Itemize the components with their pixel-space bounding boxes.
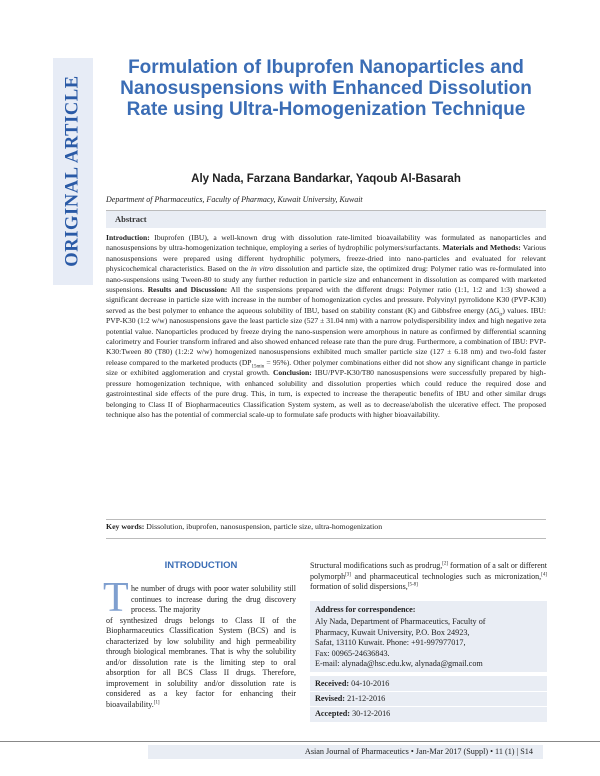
author-list: Aly Nada, Farzana Bandarkar, Yaqoub Al-Basarah <box>191 173 461 185</box>
abstract-text: ) values. IBU: PVP-K30 (1:2 w/w) nanosuspensions gave the least particle size (527 ± 31.04 nm) with a narrow polydispersibility index and high negative zeta potential value. Nanoparticles produced by freeze drying the nano-suspension were amorphous in nature as confirmed by differential scanning calorimetry and Fourier transform infrared and also showed enhanced release rate than the pure drug. Furthermore, a combination of IBU: PVP-K30:Tween 80 (T80) (1:2:2 w/w) homogenized nanosuspensions exhibited much smaller particle size (127 ± 6.18 nm) and two-fold faster release compared to the marketed products (DP <box>106 305 546 367</box>
date-divider <box>310 691 547 692</box>
date-divider <box>310 706 547 707</box>
abstract-body <box>106 233 546 420</box>
right-column-text <box>310 561 547 593</box>
abstract-methods-label: Materials and Methods: <box>442 243 521 253</box>
correspondence-line: Aly Nada, Department of Pharmaceutics, Faculty of <box>315 617 486 626</box>
citation-ref: [2] <box>442 561 449 567</box>
abstract-text: All the suspensions prepared with the different drugs: Polymer ratio (1:1, 1:2 and 1:3) showed a significant decrease in particle size with increase in the number of homogenization cycles and pressure. Polyvinyl pyrrolidone K30 (PVP-K30) served as the best polymer to enhance the aqueous solubility of IBU, based on stability constant (K) and Gibbsfree energy (ΔG <box>106 285 546 315</box>
correspondence-email: E-mail: alynada@hsc.edu.kw, alynada@gmail.com <box>315 659 483 668</box>
revised-date <box>315 694 385 703</box>
received-value: 04-10-2016 <box>349 679 390 688</box>
accepted-value: 30-12-2016 <box>350 709 391 718</box>
abstract-text: Various nanosuspensions were prepared using different hydrophilic polymers, freeze-dried into nano-particles and evaluated for relevant physicochemical characteristics. Based on the <box>106 243 546 274</box>
abstract-intro-label: Introduction: <box>106 233 150 242</box>
keywords <box>106 522 546 531</box>
affiliation: Department of Pharmaceutics, Faculty of Pharmacy, Kuwait University, Kuwait <box>106 195 363 204</box>
abstract-italic: in vitro <box>250 264 274 274</box>
right-text: and pharmaceutical technologies such as micronization, <box>350 571 542 581</box>
abstract-text: IBU/PVP-K30/T80 nanosuspensions were successfully prepared by high-pressure homogenization technique, with enhanced solubility and dissolution properties which could reduce the required dose and gastrointestinal side effects of the pure drug. This, in turn, is expected to increase the therapeutic benefits of IBU and other similar drugs belonging to Class II of Biopharmaceutics Classification System system, as well as to decrease/abolish the ulcerative effect. The proposed technique also has the potential of commercial scale-up to formulate safe products with higher bioavailability. <box>106 368 546 419</box>
revised-label: Revised: <box>315 694 346 703</box>
intro-heading: INTRODUCTION <box>164 560 238 571</box>
journal-citation: Asian Journal of Pharmaceutics • Jan-Mar 2017 (Suppl) • 11 (1) | S14 <box>304 747 533 756</box>
right-text: formation of solid dispersions, <box>310 582 408 591</box>
citation-ref: [4] <box>541 571 547 577</box>
intro-text <box>106 616 296 711</box>
article-dates <box>310 676 547 722</box>
right-text: formation of a salt or different polymorph <box>310 561 547 581</box>
correspondence-line: Fax: 00965-24636843. <box>315 648 390 658</box>
keywords-bottom-rule <box>106 538 546 539</box>
keywords-label: Key words: <box>106 522 145 531</box>
journal-footer <box>148 745 543 759</box>
abstract-heading-bar <box>106 211 546 228</box>
correspondence-line: Pharmacy, Kuwait University, P.O. Box 24923, <box>315 627 470 637</box>
abstract-text: Ibuprofen (IBU), a well-known drug with dissolution rate-limited bioavailability was formulated as nanoparticles and nanosuspensions by ultra-homogenization technique, employing a series of hydrophilic polymers/surfactants. <box>106 233 546 253</box>
abstract-heading: Abstract <box>115 214 147 224</box>
citation-ref: [5-8] <box>407 582 418 588</box>
intro-text-body: of synthesized drugs belongs to Class II of the Biopharmaceutics Classification System (BCS) and is characterized by low solubility and high permeability through biological membranes. That is why the solubility and/or dissolution rate is the limiting step to oral absorption for all BCS Class II drugs. Therefore, improvement in solubility and/or dissolution rate is considered as a key factor for enhancing their bioavailability. <box>106 615 296 709</box>
intro-text-indented: he number of drugs with poor water solubility still continues to increase during the drug discovery process. The majority <box>131 584 296 614</box>
right-text: Structural modifications such as prodrug, <box>310 561 443 570</box>
drop-cap: T <box>103 575 129 621</box>
abstract-subscript: 15min <box>251 364 265 370</box>
correspondence-label: Address for correspondence: <box>315 605 416 614</box>
citation-ref: [1] <box>153 699 160 705</box>
correspondence-box <box>310 601 547 672</box>
abstract-text: = 95%). Other polymer combinations either did not show any significant change in particle size or exhibited agglomeration and crystal growth. <box>106 357 546 378</box>
accepted-label: Accepted: <box>315 709 351 718</box>
revised-value: 21-12-2016 <box>345 694 386 703</box>
citation-ref: [3] <box>345 571 351 577</box>
article-title: Formulation of Ibuprofen Nanoparticles and Nanosuspensions with Enhanced Dissolution Rate using Ultra-Homogenization Technique <box>120 57 532 120</box>
abstract-conclusion-label: Conclusion: <box>272 368 312 378</box>
abstract-text: dissolution and particle size, the optimized drug: Polymer ratio was re-formulated into nano-suspensions using Tween-80 to study any further reduction in particle size and enhancement in dissolution as compared with marketed suspensions. <box>106 264 546 295</box>
received-date <box>315 679 389 688</box>
correspondence-line: Safat, 13110 Kuwait. Phone: +91-997977017, <box>315 638 466 647</box>
article-type-label: ORIGINAL ARTICLE <box>62 75 83 267</box>
keywords-text: Dissolution, ibuprofen, nanosuspension, particle size, ultra-homogenization <box>144 522 383 531</box>
accepted-date <box>315 709 390 718</box>
abstract-subscript: tr <box>499 312 503 318</box>
footer-rule <box>0 741 600 742</box>
abstract-results-label: Results and Discussion: <box>147 285 228 295</box>
received-label: Received: <box>315 679 350 688</box>
keywords-top-rule <box>106 519 546 520</box>
